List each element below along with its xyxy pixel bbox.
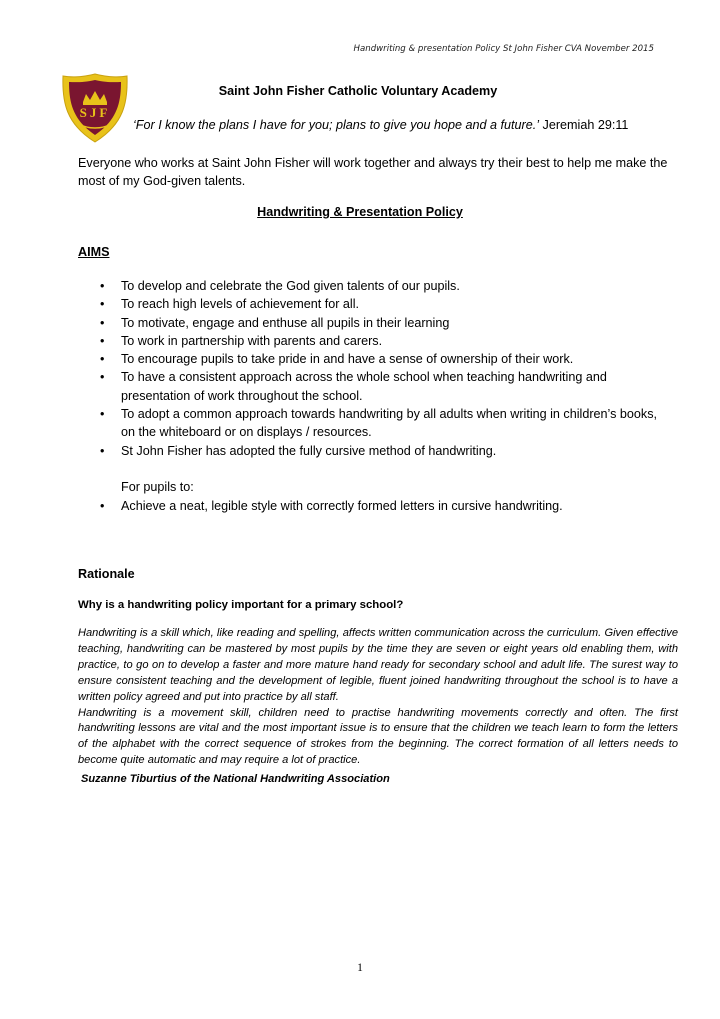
rationale-question: Why is a handwriting policy important for a primary school? bbox=[78, 599, 404, 611]
bullet-icon: • bbox=[100, 333, 105, 348]
aims-list-item: • To develop and celebrate the God given talents of our pupils. bbox=[78, 277, 668, 295]
bullet-icon: • bbox=[100, 443, 105, 458]
bullet-icon: • bbox=[100, 370, 105, 385]
pupils-list-item: • Achieve a neat, legible style with correctly formed letters in cursive handwriting. bbox=[100, 499, 563, 513]
rationale-quote bbox=[78, 626, 678, 769]
aims-heading: AIMS bbox=[78, 245, 110, 259]
bullet-icon: • bbox=[100, 279, 105, 293]
aims-list-item: • To work in partnership with parents and carers. bbox=[78, 332, 668, 350]
rationale-heading: Rationale bbox=[78, 567, 135, 581]
svg-text:SJF: SJF bbox=[79, 105, 111, 120]
aims-list bbox=[78, 277, 668, 460]
running-header: Handwriting & presentation Policy St John Fisher CVA November 2015 bbox=[353, 44, 654, 54]
quote-paragraph: Handwriting is a skill which, like reading and spelling, affects written communication across the curriculum. Given effective teaching, handwriting can be mastered by most pupils by the time they are seven or eight years old enabling them, with practice, to go on to develop a faster and more mature hand ready for secondary school and adult life. The surest way to ensure consistent teaching and the development of legible, fluent joined handwriting throughout the school is to have a written policy agreed and put into practice by all staff. bbox=[78, 627, 678, 703]
aims-list-item: • To adopt a common approach towards handwriting by all adults when writing in children’s books, on the whiteboard or on displays / resources. bbox=[100, 407, 657, 440]
quote-paragraph: Handwriting is a movement skill, children need to practise handwriting movements correctly and often. The first handwriting lessons are vital and the most important issue is to ensure that the children we teach learn to form the letters of the alphabet with the correct sequence of strokes from the beginning. The correct formation of all letters needs to become quite automatic and may require a lot of practice. bbox=[78, 706, 678, 767]
scripture-verse bbox=[133, 118, 628, 132]
quote-attribution: Suzanne Tiburtius of the National Handwriting Association bbox=[81, 773, 390, 785]
page-number: 1 bbox=[357, 962, 363, 974]
aims-list-item: • To encourage pupils to take pride in and have a sense of ownership of their work. bbox=[78, 350, 668, 368]
aims-list-item: • To motivate, engage and enthuse all pupils in their learning bbox=[78, 314, 668, 332]
aims-list-item: • St John Fisher has adopted the fully cursive method of handwriting. bbox=[78, 442, 668, 460]
pupils-list bbox=[78, 497, 668, 515]
bullet-icon: • bbox=[100, 407, 105, 422]
bullet-icon: • bbox=[100, 297, 105, 312]
aims-list-item: • To have a consistent approach across the whole school when teaching handwriting and presentation of work throughout the school. bbox=[100, 370, 607, 403]
school-crest-icon bbox=[60, 72, 130, 144]
bullet-icon: • bbox=[100, 352, 105, 367]
bullet-icon: • bbox=[100, 499, 105, 513]
verse-reference: Jeremiah 29:11 bbox=[539, 118, 629, 132]
verse-quote: ‘For I know the plans I have for you; plans to give you hope and a future.’ bbox=[133, 118, 540, 132]
pupils-intro: For pupils to: bbox=[121, 480, 194, 494]
policy-title: Handwriting & Presentation Policy bbox=[257, 205, 463, 219]
intro-statement: Everyone who works at Saint John Fisher will work together and always try their best to help me make the most of my God-given talents. bbox=[78, 156, 668, 188]
bullet-icon: • bbox=[100, 315, 105, 330]
school-name: Saint John Fisher Catholic Voluntary Academy bbox=[218, 84, 498, 98]
aims-list-item: • To reach high levels of achievement for all. bbox=[78, 295, 668, 313]
